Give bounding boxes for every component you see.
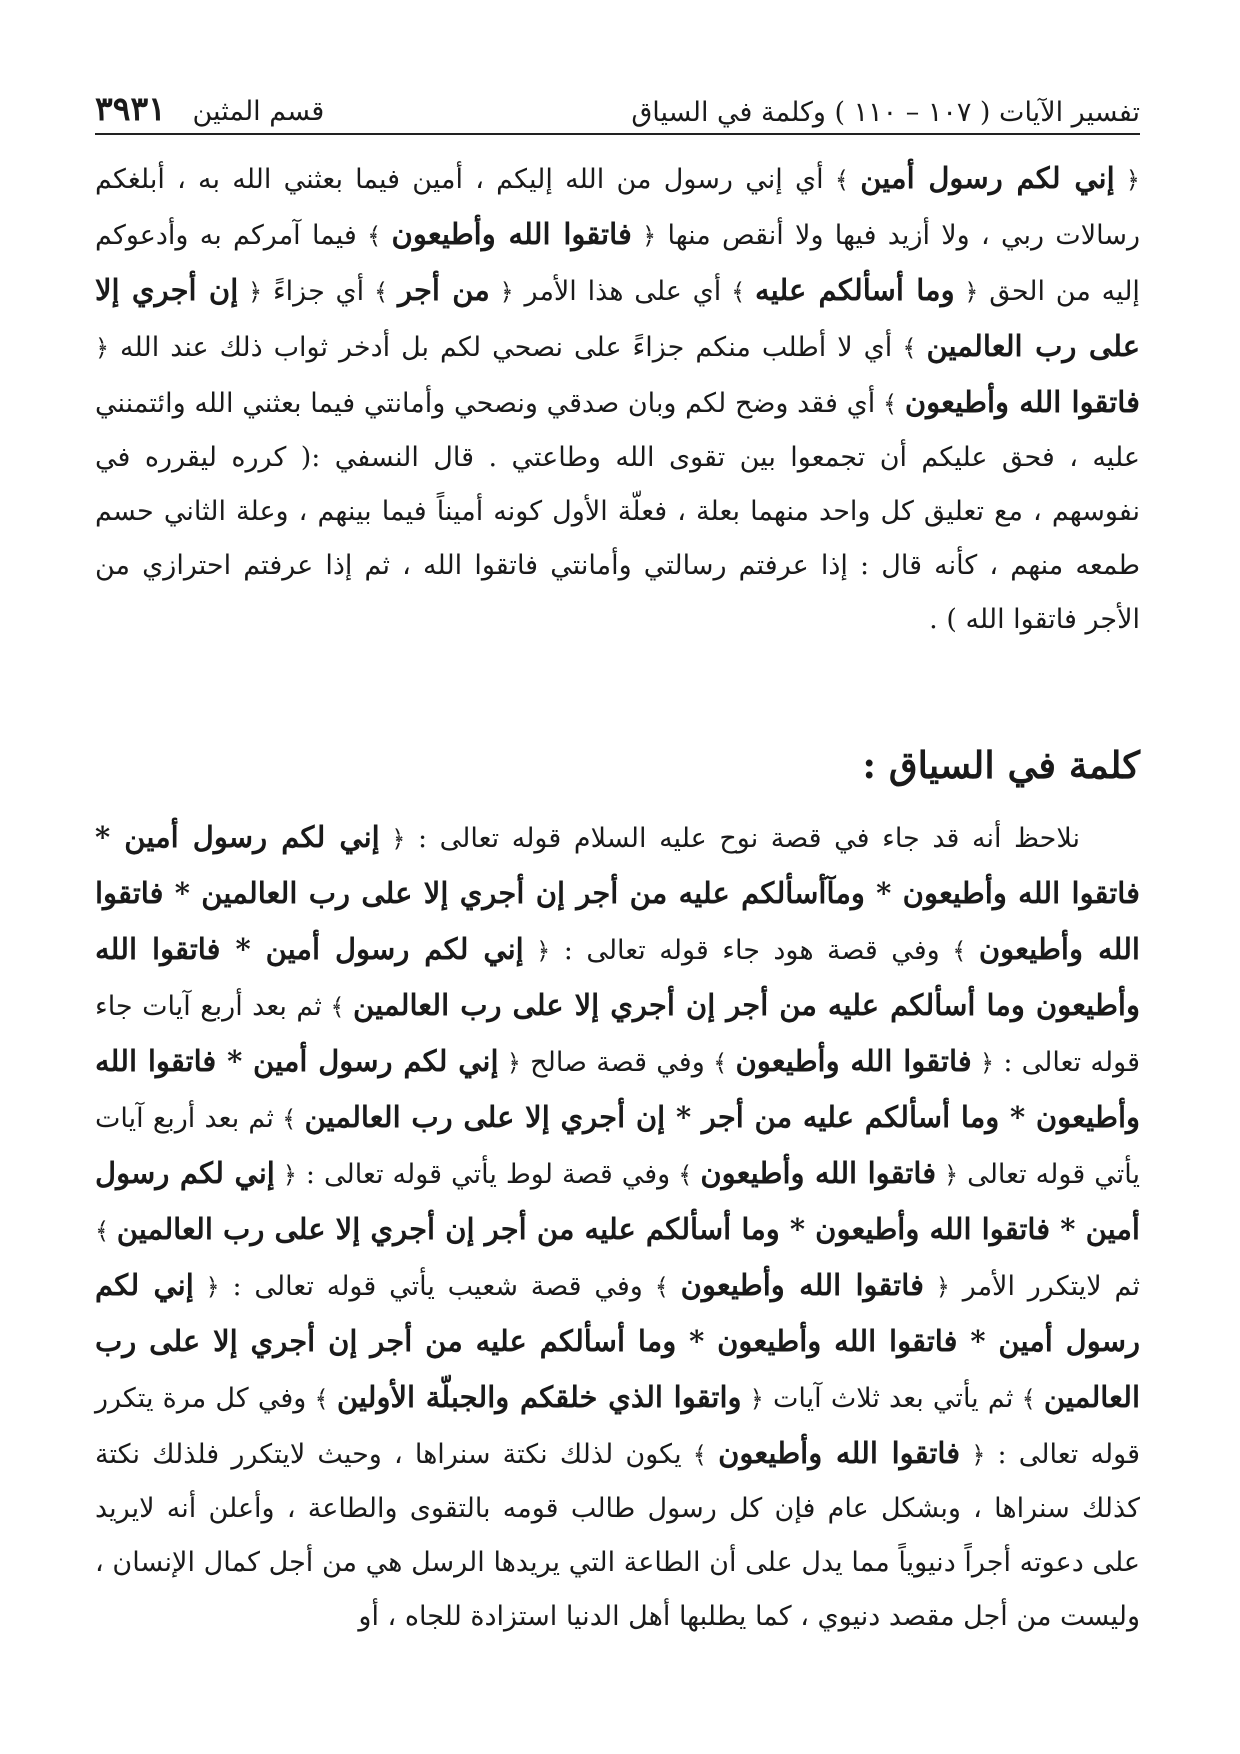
section-heading: كلمة في السياق : [862, 743, 1140, 787]
verse-bracket: ﴿ [936, 1161, 959, 1189]
verse-bracket: ﴿ [523, 937, 551, 965]
quran-verse: فاتقوا الله وأطيعون [718, 1436, 961, 1470]
verse-bracket: ﴿ [631, 222, 657, 250]
verse-bracket: ﴿ [95, 334, 110, 362]
body-text: وفي قصة شعيب يأتي قوله تعالى : [219, 1271, 643, 1302]
verse-bracket: ﴾ [823, 166, 861, 194]
body-text: أي جزاءً [262, 276, 365, 307]
quran-verse: واتقوا الذي خلقكم والجبلّة الأولين [336, 1380, 742, 1414]
quran-verse: إني لكم رسول أمين * فاتقوا الله وأطيعون * وما أسألكم عليه من أجر إن أجري إلا على رب العالمين [95, 1156, 1140, 1246]
verse-bracket: ﴾ [670, 1161, 701, 1189]
quran-verse: من أجر [397, 273, 490, 307]
verse-bracket: ﴾ [721, 278, 756, 306]
verse-bracket: ﴾ [273, 1105, 305, 1133]
body-text: نلاحظ أنه قد جاء في قصة نوح عليه السلام قوله تعالى : [405, 823, 1080, 854]
verse-bracket: ﴾ [321, 993, 354, 1021]
verse-bracket: ﴿ [954, 278, 979, 306]
quran-verse: إن أجري إلا على رب العالمين [95, 273, 1140, 363]
body-text: يكون لذلك نكتة سنراها ، وحيث لايتكرر فلذلك نكتة كذلك سنراها ، وبشكل عام فإن كل رسول طالب قومه بالتقوى والطاعة ، وأعلن أنه لايريد على دعوته أجراً دنيوياً مما يدل على أن الطاعة التي يريدها الرسل هي من أجل كمال الإنسان ، وليست من أجل مقصد دنيوي ، كما يطلبها أهل الدنيا استزادة للجاه ، أو [95, 1439, 1140, 1632]
body-text: وفي كل مرة يتكرر قوله تعالى : [95, 1383, 1141, 1470]
verse-bracket: ﴿ [960, 1441, 986, 1469]
page-number: ٣٩٣١ [95, 89, 166, 128]
verse-bracket: ﴾ [306, 1385, 337, 1413]
verse-bracket: ﴾ [704, 1049, 736, 1077]
verse-bracket: ﴿ [971, 1049, 995, 1077]
page-meta [95, 89, 324, 128]
verse-bracket: ﴾ [95, 1217, 117, 1245]
verse-bracket: ﴾ [681, 1441, 719, 1469]
quran-verse: إني لكم رسول أمين * فاتقوا الله وأطيعون * وما أسألكم عليه من أجر * إن أجري إلا على رب العالمين [95, 1044, 1141, 1134]
commentary-paragraph [95, 151, 1140, 647]
verse-bracket: ﴾ [356, 222, 392, 250]
body-text: أي إني رسول من الله إليكم ، أمين فيما بعثني الله به ، أبلغكم رسالات ربي ، ولا أزيد فيها ولا أنقص منها [95, 164, 1140, 251]
verse-bracket: ﴿ [1114, 166, 1140, 194]
quran-verse: فاتقوا الله وأطيعون [680, 1268, 924, 1302]
body-text: وفي قصة لوط يأتي قوله تعالى : [296, 1159, 671, 1190]
section-label: قسم المثين [192, 96, 325, 127]
quran-verse: إني لكم رسول أمين * فاتقوا الله وأطيعون * ومآأسألكم عليه من أجر إن أجري إلا على رب العالمين * فاتقوا الله وأطيعون [95, 820, 1140, 966]
verse-bracket: ﴿ [923, 1273, 950, 1301]
body-text: وفي قصة صالح [520, 1047, 705, 1078]
verse-bracket: ﴿ [489, 278, 514, 306]
quran-verse: إني لكم رسول أمين * فاتقوا الله وأطيعون * وما أسألكم عليه من أجر إن أجري إلا على رب العالمين [95, 1268, 1141, 1414]
body-text: وفي قصة هود جاء قوله تعالى : [550, 935, 940, 966]
header-rule [95, 133, 1140, 135]
body-text: أي على هذا الأمر [513, 276, 722, 307]
body-text: أي فقد وضح لكم وبان صدقي ونصحي وأمانتي فيما بعثني الله وائتمنني عليه ، فحق عليكم أن تجمعوا بين تقوى الله وطاعتي . قال النسفي :( كرره ليقرره في نفوسهم ، مع تعليق كل واحد منهما بعلة ، فعلّة الأول كونه أميناً فيما بينهم ، وعلة الثاني حسم طمعه منهم ، كأنه قال : إذا عرفتم رسالتي وأمانتي فاتقوا الله ، ثم إذا عرفتم احترازي من الأجر فاتقوا الله ) . [95, 388, 1140, 635]
quran-verse: وما أسألكم عليه [755, 273, 955, 307]
verse-bracket: ﴿ [741, 1385, 764, 1413]
verse-bracket: ﴾ [1013, 1385, 1044, 1413]
body-text: ثم بعد أربع آيات جاء قوله تعالى : [95, 991, 1140, 1078]
body-text: أي لا أطلب منكم جزاءً على نصحي لكم بل أدخر ثواب ذلك عند الله [109, 332, 893, 363]
verse-bracket: ﴾ [939, 937, 979, 965]
verse-bracket: ﴾ [642, 1273, 681, 1301]
context-block [95, 810, 1140, 1644]
quran-verse: إني لكم رسول أمين * فاتقوا الله وأطيعون وما أسألكم عليه من أجر إن أجري إلا على رب العالمين [95, 932, 1140, 1022]
quran-verse: فاتقوا الله وأطيعون [700, 1156, 937, 1190]
verse-bracket: ﴿ [193, 1273, 220, 1301]
body-text: ثم بعد أربع آيات يأتي قوله تعالى [95, 1103, 1140, 1190]
commentary-block [95, 151, 1140, 647]
quran-verse: فاتقوا الله وأطيعون [735, 1044, 972, 1078]
verse-bracket: ﴾ [875, 390, 905, 418]
quran-verse: فاتقوا الله وأطيعون [904, 385, 1140, 419]
quran-verse: فاتقوا الله وأطيعون [391, 217, 632, 251]
verse-bracket: ﴿ [238, 278, 263, 306]
verse-bracket: ﴾ [364, 278, 398, 306]
body-text: ثم يأتي بعد ثلاث آيات [763, 1383, 1014, 1414]
verse-bracket: ﴾ [892, 334, 927, 362]
quran-verse: إني لكم رسول أمين [860, 161, 1115, 195]
verse-bracket: ﴿ [498, 1049, 521, 1077]
context-paragraph [95, 810, 1140, 1644]
verse-bracket: ﴿ [274, 1161, 297, 1189]
running-title: تفسير الآيات ( ١٠٧ – ١١٠ ) وكلمة في السياق [631, 97, 1140, 128]
body-text: فيما آمركم به وأدعوكم إليه من الحق [95, 220, 1140, 307]
verse-bracket: ﴿ [379, 825, 406, 853]
page-header [95, 78, 1140, 128]
body-text: ثم لايتكرر الأمر [949, 1271, 1140, 1302]
